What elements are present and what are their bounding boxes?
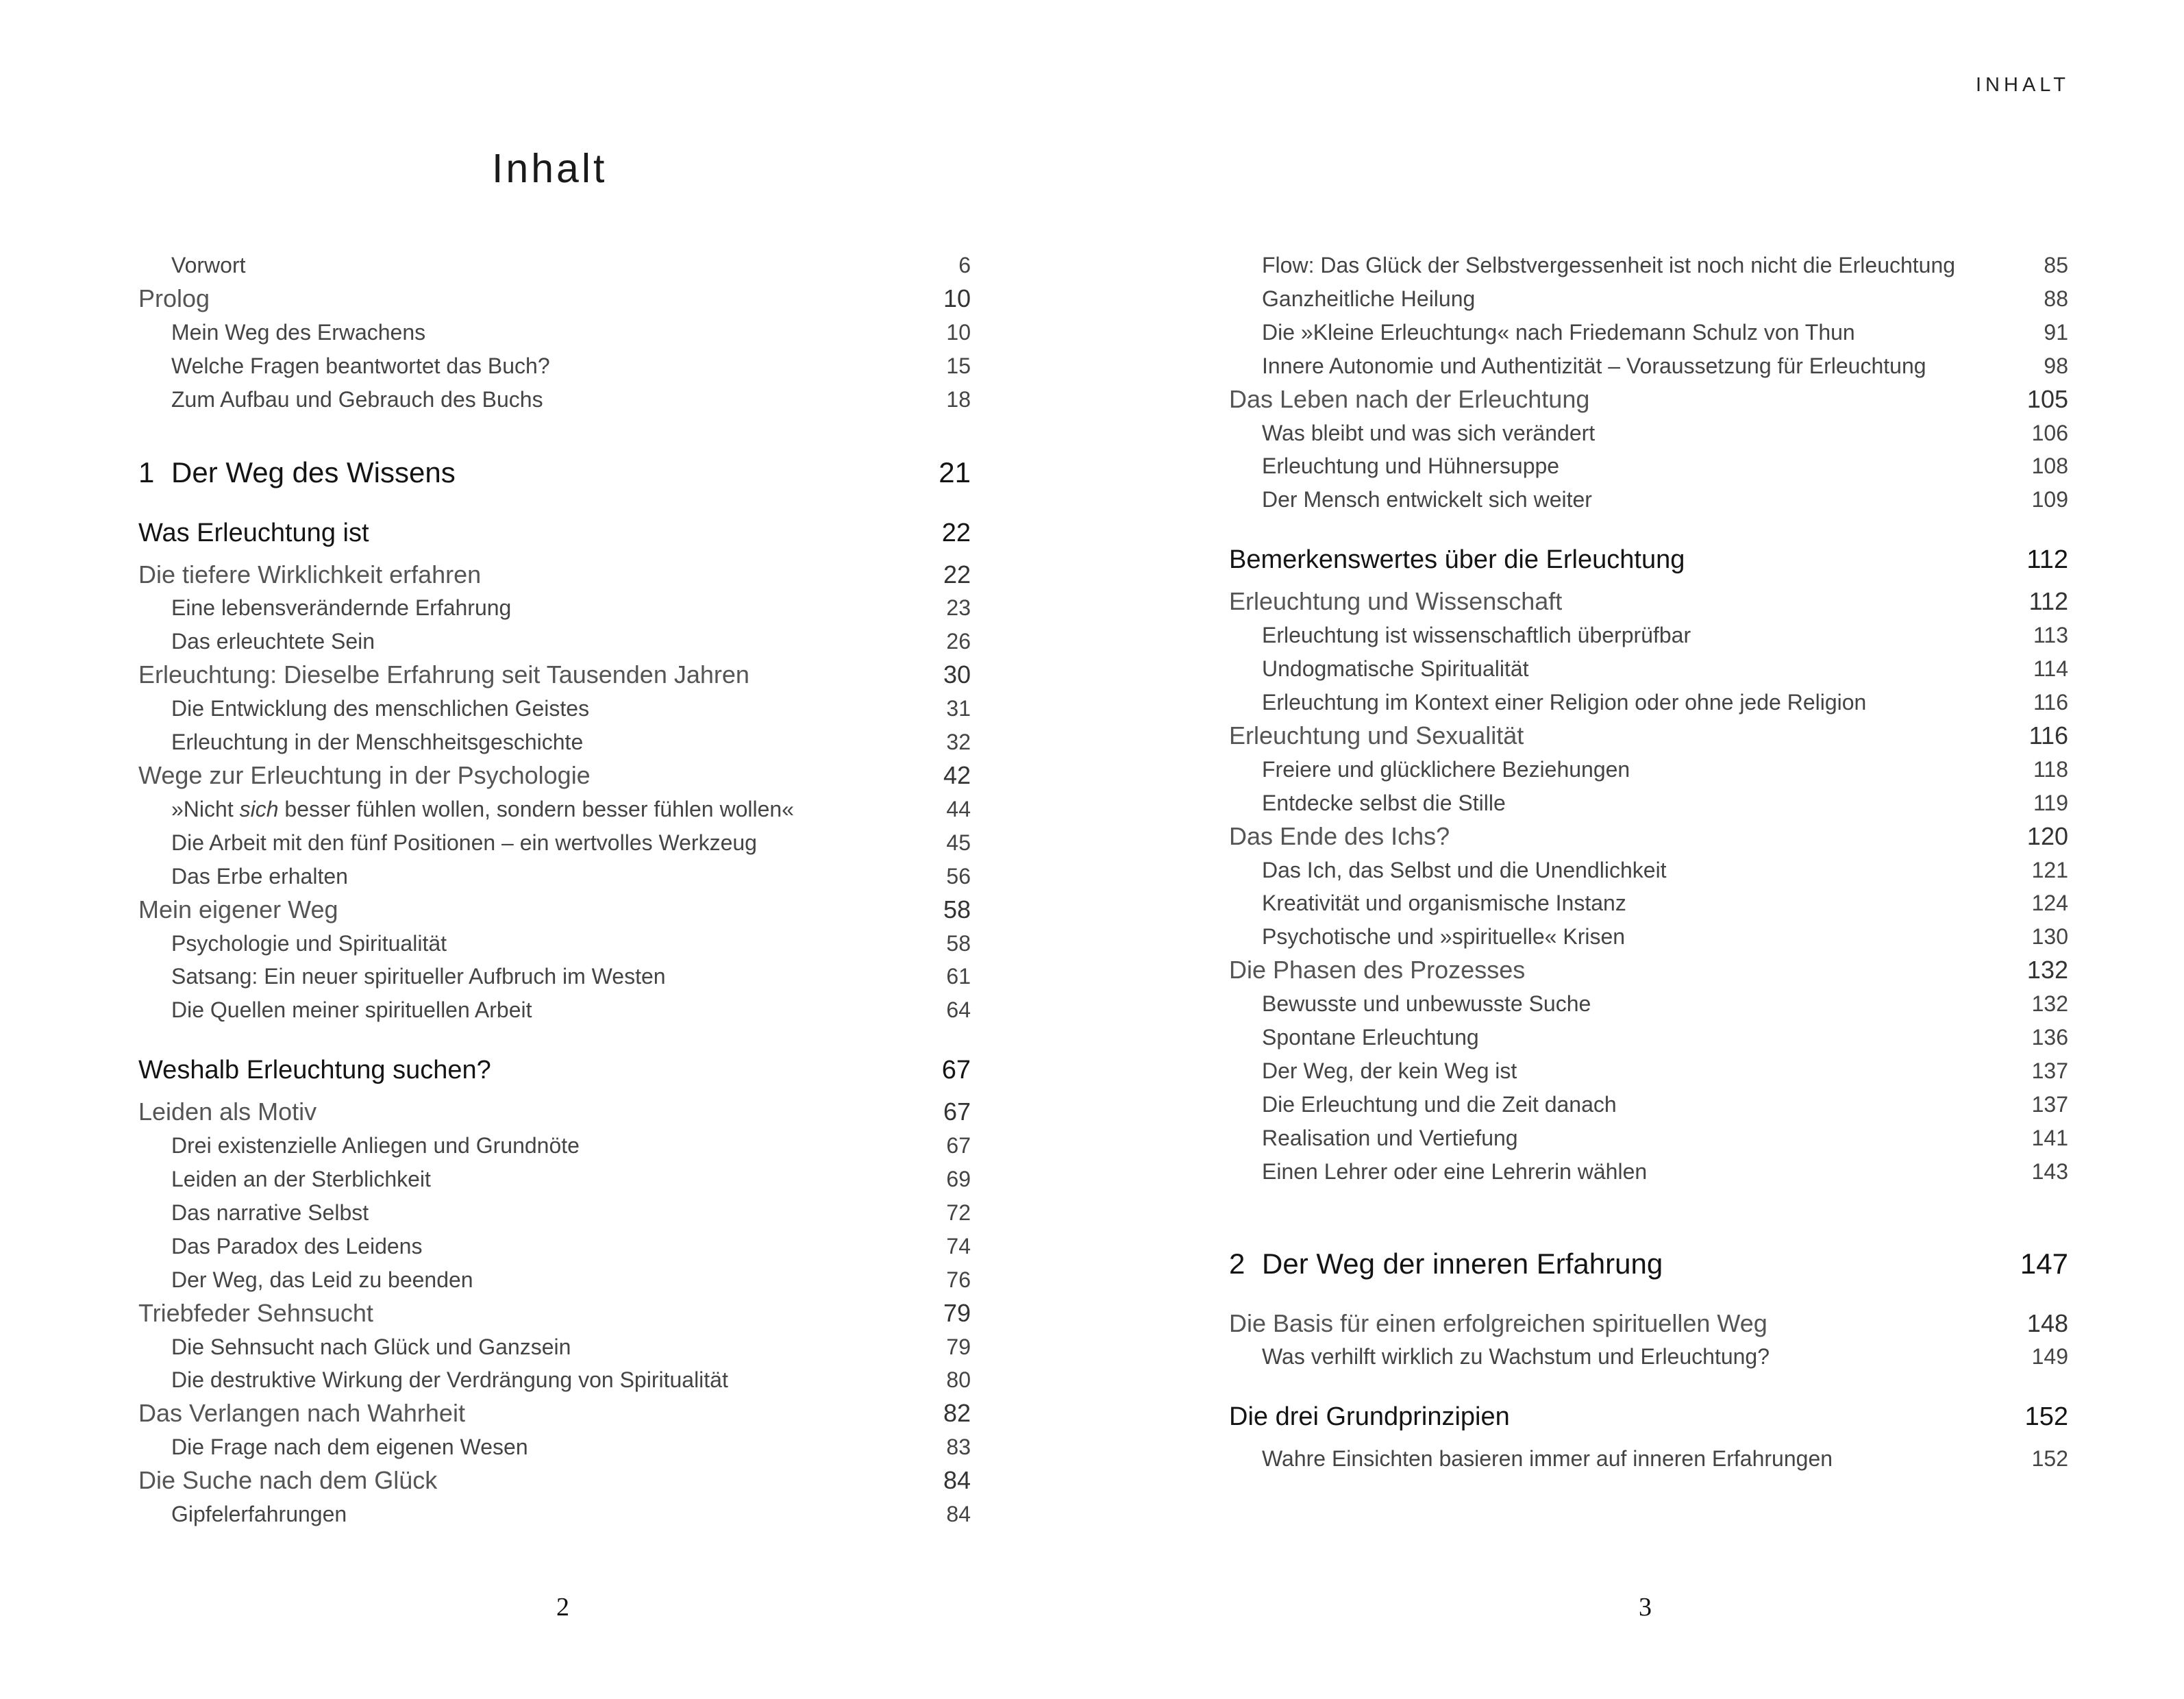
toc-entry-title: Die destruktive Wirkung der Verdrängung von Spiritualität [171,1367,728,1393]
toc-entry-section [138,1464,971,1498]
toc-entry-sub [138,826,971,860]
toc-page-number: 22 [941,518,971,547]
toc-entry-title: Vorwort [171,253,246,277]
toc-list-left [138,249,971,1531]
toc-page-number: 112 [2028,587,2068,616]
toc-page-number: 120 [2026,821,2068,850]
toc-entry-sub [138,1498,971,1531]
toc-entry-title: Psychologie und Spiritualität [171,930,447,956]
toc-entry-sub [1229,686,2068,719]
toc-page-number: 21 [939,456,971,488]
toc-entry-title: Erleuchtung und Hühnersuppe [1262,454,1560,479]
toc-entry-title: Was Erleuchtung ist [138,518,369,547]
toc-page-number: 105 [2026,384,2068,413]
toc-page-number: 74 [946,1233,971,1258]
toc-entry-title: Erleuchtung und Wissenschaft [1229,587,1563,616]
toc-page-number: 88 [2044,286,2068,311]
toc-entry-part [138,516,971,550]
title-fragment: besser fühlen wollen, sondern besser fühlen wollen« [278,796,794,821]
toc-page-number: 79 [946,1334,971,1359]
toc-page-number: 98 [2044,353,2068,378]
toc-entry-title: Kreativität und organismische Instanz [1262,891,1626,916]
toc-page-number: 22 [943,560,971,588]
toc-entry-title: Einen Lehrer oder eine Lehrerin wählen [1262,1158,1648,1184]
toc-page-number: 18 [946,386,971,412]
toc-page-number: 56 [946,863,971,889]
toc-title: Inhalt [492,146,608,191]
toc-entry-section [1229,383,2068,417]
toc-entry-sub [138,1363,971,1397]
toc-page-number: 132 [2031,991,2068,1017]
toc-entry-sub [138,1196,971,1230]
toc-entry-title [138,456,971,490]
toc-entry-sub [1229,1054,2068,1088]
toc-entry-title: Erleuchtung im Kontext einer Religion oder ohne jede Religion [1262,689,1867,715]
toc-entry-sub [138,383,971,417]
toc-page-number: 109 [2031,487,2068,512]
toc-entry-title: Die Arbeit mit den fünf Positionen – ein wertvolles Werkzeug [171,830,757,855]
running-head: INHALT [1976,74,2070,96]
toc-entry-title: Innere Autonomie und Authentizität – Voraussetzung für Erleuchtung [1262,353,1926,378]
toc-entry-title: Das narrative Selbst [171,1200,369,1225]
toc-entry-sub [138,1163,971,1196]
toc-list-right [1229,249,2068,1476]
title-fragment: »Nicht [171,796,240,821]
toc-entry-section [1229,585,2068,619]
toc-entry-sub [138,692,971,726]
toc-entry-title: Leiden an der Sterblichkeit [171,1167,431,1192]
toc-entry-title: Die »Kleine Erleuchtung« nach Friedemann Schulz von Thun [1262,319,1855,345]
toc-entry-sub [1229,249,2068,282]
toc-entry-section [138,658,971,692]
toc-entry-title: Welche Fragen beantwortet das Buch? [171,353,550,378]
toc-entry-sub [1229,1088,2068,1121]
toc-entry-title: Mein eigener Weg [138,895,338,923]
toc-page-number: 84 [946,1502,971,1527]
toc-entry-title: Die Phasen des Prozesses [1229,956,1526,984]
toc-page-number: 113 [2033,623,2068,648]
toc-entry-sub [1229,417,2068,450]
toc-entry-title: Das Erbe erhalten [171,863,348,889]
toc-entry-title: Das Ich, das Selbst und die Unendlichkeit [1262,857,1667,882]
toc-entry-section [1229,954,2068,987]
chapter-number: 2 [1229,1247,1245,1280]
toc-page-number: 119 [2033,790,2068,815]
toc-entry-title: Ganzheitliche Heilung [1262,286,1476,311]
chapter-number: 1 [138,456,155,488]
toc-entry-title: Erleuchtung ist wissenschaftlich überprüfbar [1262,623,1691,648]
toc-entry-sub [1229,449,2068,483]
toc-entry-title: Die tiefere Wirklichkeit erfahren [138,560,482,588]
toc-entry-title: Undogmatische Spiritualität [1262,656,1529,682]
toc-entry-section [138,1095,971,1129]
toc-entry-title [1229,1247,2068,1281]
toc-page-number: 15 [946,353,971,378]
toc-page-number: 10 [943,284,971,312]
toc-entry-sub [138,860,971,893]
toc-entry-sub [138,625,971,658]
toc-page-number: 91 [2044,319,2068,345]
toc-page-number: 106 [2031,420,2068,445]
toc-entry-sub [1229,483,2068,517]
toc-page-number: 147 [2020,1247,2068,1280]
toc-page-number: 64 [946,997,971,1023]
toc-entry-sub [1229,920,2068,954]
toc-page-number: 58 [946,930,971,956]
toc-entry-title: Die Entwicklung des menschlichen Geistes [171,696,590,721]
toc-entry-sub [1229,786,2068,820]
toc-page-number: 32 [946,730,971,755]
toc-page-number: 42 [943,760,971,789]
toc-entry-title: Erleuchtung und Sexualität [1229,721,1524,749]
toc-page-number: 23 [946,595,971,621]
toc-page-number: 116 [2028,721,2068,749]
toc-entry-title: Was verhilft wirklich zu Wachstum und Erleuchtung? [1262,1344,1770,1369]
toc-page-number: 118 [2033,756,2068,782]
toc-entry-section [138,282,971,316]
toc-entry-title: Spontane Erleuchtung [1262,1025,1479,1050]
toc-page-number: 58 [943,895,971,923]
toc-page-number: 143 [2031,1158,2068,1184]
toc-entry-sub [138,249,971,282]
toc-page-number: 112 [2026,545,2068,575]
toc-page-number: 130 [2031,924,2068,950]
toc-page-number: 26 [946,629,971,654]
toc-entry-title: Der Weg, der kein Weg ist [1262,1058,1517,1083]
toc-page-number: 44 [946,796,971,821]
toc-entry-title: Bewusste und unbewusste Suche [1262,991,1591,1017]
toc-page-number: 141 [2031,1125,2068,1150]
toc-entry-title: Wahre Einsichten basieren immer auf inneren Erfahrungen [1262,1446,1833,1472]
toc-page-number: 80 [946,1367,971,1393]
toc-entry-section [1229,820,2068,854]
toc-page-number: 31 [946,696,971,721]
toc-entry-sub [138,1129,971,1163]
toc-entry-title: Das Paradox des Leidens [171,1233,423,1258]
toc-page-number: 114 [2033,656,2068,682]
toc-page-number: 72 [946,1200,971,1225]
toc-entry-section [138,558,971,592]
toc-page-number: 79 [943,1298,971,1327]
toc-entry-section [138,1397,971,1430]
toc-entry-section [138,759,971,793]
toc-entry-part [138,1053,971,1087]
toc-page-number: 136 [2031,1025,2068,1050]
toc-entry-title: Bemerkenswertes über die Erleuchtung [1229,545,1685,575]
toc-entry-title: Psychotische und »spirituelle« Krisen [1262,924,1626,950]
toc-entry-section [1229,1307,2068,1341]
toc-entry-section [138,1297,971,1330]
toc-page-number: 121 [2031,857,2068,882]
toc-entry-sub [1229,652,2068,686]
toc-entry-sub [1229,854,2068,887]
toc-entry-sub [138,993,971,1027]
toc-page-number: 83 [946,1435,971,1460]
toc-entry-title: Was bleibt und was sich verändert [1262,420,1596,445]
toc-entry-sub [1229,1121,2068,1155]
toc-entry-sub [138,726,971,759]
toc-page-number: 137 [2031,1058,2068,1083]
toc-page-number: 10 [946,319,971,345]
toc-page-number: 82 [943,1399,971,1428]
toc-entry-title: Der Weg, das Leid zu beenden [171,1267,473,1292]
toc-page-number: 108 [2031,454,2068,479]
toc-entry-title: Drei existenzielle Anliegen und Grundnöte [171,1133,580,1158]
chapter-title: Der Weg der inneren Erfahrung [1262,1247,1663,1280]
toc-entry-sub [1229,886,2068,920]
toc-entry-sub [1229,1155,2068,1189]
toc-entry-title: Prolog [138,284,210,312]
toc-entry-sub [1229,1340,2068,1374]
toc-page-number: 67 [943,1097,971,1126]
toc-entry-title: Das Ende des Ichs? [1229,821,1450,850]
toc-entry-title: Die drei Grundprinzipien [1229,1402,1510,1432]
toc-entry-sub [1229,349,2068,383]
toc-entry-sub [1229,316,2068,349]
toc-page-number: 76 [946,1267,971,1292]
toc-entry-part [1229,543,2068,577]
toc-page-number: 149 [2031,1344,2068,1369]
toc-page-number: 61 [946,964,971,989]
toc-entry-part [1229,1400,2068,1434]
toc-entry-title: Die Sehnsucht nach Glück und Ganzsein [171,1334,571,1359]
toc-entry-sub [1229,987,2068,1021]
toc-page-number: 67 [946,1133,971,1158]
toc-entry-title [171,793,882,826]
toc-entry-title: Erleuchtung in der Menschheitsgeschichte [171,730,584,755]
toc-entry-title: Gipfelerfahrungen [171,1502,347,1527]
toc-entry-title: Entdecke selbst die Stille [1262,790,1506,815]
toc-entry-section [138,893,971,927]
toc-entry-sub [1229,282,2068,316]
toc-entry-sub [1229,1442,2068,1476]
toc-page-number: 45 [946,830,971,855]
toc-page-number: 137 [2031,1091,2068,1117]
toc-entry-sub [138,1430,971,1464]
toc-entry-title: Das Leben nach der Erleuchtung [1229,384,1590,413]
toc-entry-title: Triebfeder Sehnsucht [138,1298,373,1327]
toc-page-number: 124 [2031,891,2068,916]
toc-entry-title: Realisation und Vertiefung [1262,1125,1518,1150]
chapter-title: Der Weg des Wissens [171,456,456,488]
toc-entry-sub [138,960,971,993]
toc-entry-title: Wege zur Erleuchtung in der Psychologie [138,760,591,789]
right-page [1092,0,2184,1699]
toc-entry-title: Der Mensch entwickelt sich weiter [1262,487,1592,512]
toc-page-number: 30 [943,660,971,689]
toc-entry-title: Das erleuchtete Sein [171,629,375,654]
toc-entry-title: Die Erleuchtung und die Zeit danach [1262,1091,1617,1117]
toc-entry-title: Das Verlangen nach Wahrheit [138,1399,465,1428]
toc-entry-sub [138,927,971,960]
toc-entry-sub [138,316,971,349]
page-number-left: 2 [556,1593,569,1622]
toc-entry-sub [1229,1021,2068,1054]
toc-entry-title: Die Quellen meiner spirituellen Arbeit [171,997,532,1023]
toc-entry-title: Weshalb Erleuchtung suchen? [138,1056,491,1085]
toc-entry-title: Zum Aufbau und Gebrauch des Buchs [171,386,543,412]
toc-page-number: 6 [958,253,971,277]
toc-entry-title: Satsang: Ein neuer spiritueller Aufbruch im Westen [171,964,666,989]
toc-page-number: 84 [943,1466,971,1495]
toc-entry-chapter [1229,1247,2068,1281]
toc-page-number: 67 [941,1056,971,1085]
toc-page-number: 116 [2033,689,2068,715]
toc-entry-title: Die Suche nach dem Glück [138,1466,438,1495]
toc-entry-sub [138,1263,971,1297]
toc-entry-title: Flow: Das Glück der Selbstvergessenheit ist noch nicht die Erleuchtung [1262,253,1956,277]
toc-entry-section [1229,719,2068,753]
toc-entry-sub [138,349,971,383]
toc-entry-title: Die Frage nach dem eigenen Wesen [171,1435,528,1460]
toc-entry-title: Erleuchtung: Dieselbe Erfahrung seit Tausenden Jahren [138,660,749,689]
toc-entry-title: Eine lebensverändernde Erfahrung [171,595,512,621]
toc-page-number: 85 [2044,253,2068,277]
toc-entry-sub [138,793,971,826]
toc-entry-chapter [138,456,971,490]
toc-page-number: 69 [946,1167,971,1192]
toc-entry-title: Mein Weg des Erwachens [171,319,426,345]
toc-entry-title: Leiden als Motiv [138,1097,317,1126]
toc-entry-title: Freiere und glücklichere Beziehungen [1262,756,1630,782]
toc-entry-sub [1229,753,2068,786]
toc-entry-sub [1229,619,2068,652]
page-number-right: 3 [1639,1593,1652,1622]
toc-entry-sub [138,1230,971,1263]
toc-entry-sub [138,1330,971,1364]
toc-entry-title: Die Basis für einen erfolgreichen spirituellen Weg [1229,1309,1767,1337]
emphasis-text: sich [239,796,279,821]
toc-entry-sub [138,591,971,625]
toc-page-number: 152 [2024,1402,2068,1432]
toc-page-number: 148 [2026,1309,2068,1337]
toc-page-number: 132 [2026,956,2068,984]
toc-page-number: 152 [2031,1446,2068,1472]
